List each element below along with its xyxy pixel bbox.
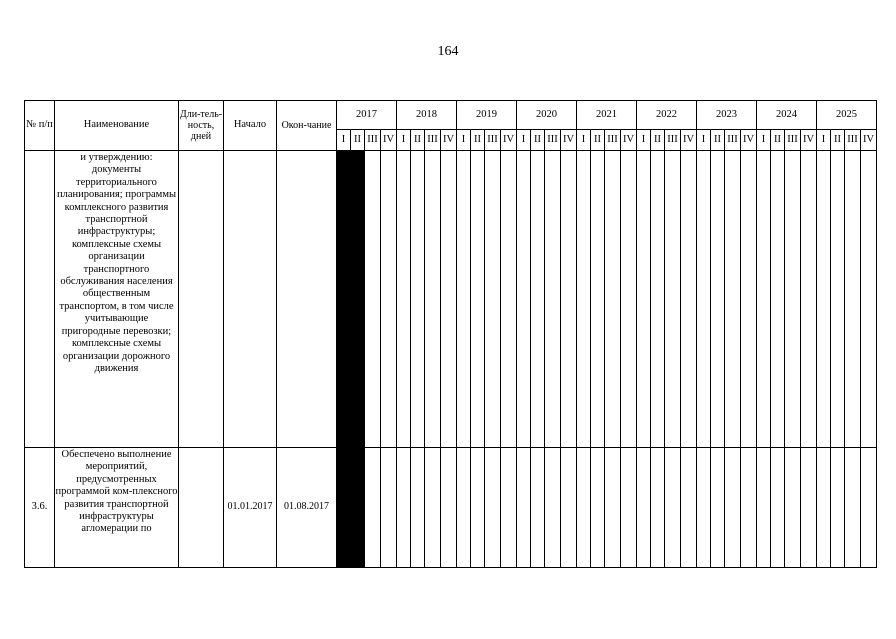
gantt-cell xyxy=(831,151,845,448)
quarter-header: I xyxy=(757,130,771,151)
gantt-cell xyxy=(621,448,637,568)
row-name: Обеспечено выполнение мероприятий, предусмотренных программой ком-плексного развития транспортной инфраструктуры агломерации по xyxy=(55,448,179,568)
quarter-header: I xyxy=(637,130,651,151)
row-num: 3.6. xyxy=(25,448,55,568)
gantt-cell xyxy=(485,448,501,568)
gantt-cell xyxy=(757,151,771,448)
gantt-cell xyxy=(711,448,725,568)
gantt-cell xyxy=(561,448,577,568)
gantt-cell xyxy=(605,151,621,448)
quarter-header: IV xyxy=(681,130,697,151)
row-name: и утверждению: документы территориального планирования; программы комплексного развития транспортной инфраструктуры; комплексные схемы организации транспортного обслуживания населения общественным транспортом, в том числе учитывающие пригородные перевозки; комплексные схемы организации дорожного движения xyxy=(55,151,179,448)
quarter-header: II xyxy=(411,130,425,151)
quarter-header: I xyxy=(397,130,411,151)
quarter-header: IV xyxy=(801,130,817,151)
quarter-header: I xyxy=(517,130,531,151)
gantt-cell xyxy=(457,151,471,448)
gantt-cell xyxy=(365,151,381,448)
year-header: 2025 xyxy=(817,101,877,130)
gantt-cell xyxy=(517,448,531,568)
gantt-cell xyxy=(697,151,711,448)
gantt-cell xyxy=(351,448,365,568)
gantt-cell xyxy=(681,448,697,568)
quarter-header: III xyxy=(545,130,561,151)
gantt-cell xyxy=(425,448,441,568)
gantt-cell xyxy=(397,151,411,448)
quarter-header: II xyxy=(471,130,485,151)
quarter-header: IV xyxy=(621,130,637,151)
gantt-cell xyxy=(785,151,801,448)
gantt-cell xyxy=(711,151,725,448)
gantt-cell xyxy=(577,448,591,568)
gantt-cell xyxy=(651,448,665,568)
quarter-header: II xyxy=(651,130,665,151)
col-header-end: Окон-чание xyxy=(277,101,337,151)
quarter-header: IV xyxy=(741,130,757,151)
gantt-cell xyxy=(801,151,817,448)
col-header-start: Начало xyxy=(224,101,277,151)
gantt-cell xyxy=(351,151,365,448)
gantt-cell xyxy=(381,448,397,568)
quarter-header: IV xyxy=(381,130,397,151)
gantt-cell xyxy=(861,448,877,568)
row-num xyxy=(25,151,55,448)
gantt-cell xyxy=(817,448,831,568)
gantt-cell xyxy=(531,151,545,448)
gantt-cell xyxy=(397,448,411,568)
row-end-date xyxy=(277,151,337,448)
quarter-header: III xyxy=(425,130,441,151)
gantt-cell xyxy=(725,151,741,448)
gantt-cell xyxy=(501,151,517,448)
gantt-cell xyxy=(785,448,801,568)
gantt-cell xyxy=(471,448,485,568)
gantt-cell xyxy=(457,448,471,568)
quarter-header: I xyxy=(697,130,711,151)
gantt-cell xyxy=(845,448,861,568)
gantt-cell xyxy=(591,448,605,568)
quarter-header: I xyxy=(817,130,831,151)
year-header: 2018 xyxy=(397,101,457,130)
gantt-cell xyxy=(531,448,545,568)
year-header: 2019 xyxy=(457,101,517,130)
quarter-header: II xyxy=(831,130,845,151)
gantt-cell xyxy=(817,151,831,448)
gantt-cell xyxy=(485,151,501,448)
gantt-cell xyxy=(471,151,485,448)
year-header: 2023 xyxy=(697,101,757,130)
gantt-cell xyxy=(697,448,711,568)
gantt-cell xyxy=(637,151,651,448)
quarter-header: II xyxy=(771,130,785,151)
gantt-cell xyxy=(801,448,817,568)
quarter-header: I xyxy=(337,130,351,151)
year-header: 2021 xyxy=(577,101,637,130)
quarter-header: III xyxy=(605,130,621,151)
quarter-header: III xyxy=(725,130,741,151)
quarter-header: IV xyxy=(561,130,577,151)
gantt-cell xyxy=(831,448,845,568)
gantt-cell xyxy=(441,448,457,568)
gantt-cell xyxy=(741,448,757,568)
year-header: 2020 xyxy=(517,101,577,130)
gantt-cell xyxy=(845,151,861,448)
quarter-header: II xyxy=(711,130,725,151)
year-header: 2024 xyxy=(757,101,817,130)
row-end-date: 01.08.2017 xyxy=(277,448,337,568)
gantt-cell xyxy=(637,448,651,568)
quarter-header: II xyxy=(591,130,605,151)
table-row xyxy=(25,151,877,448)
gantt-cell xyxy=(517,151,531,448)
col-header-duration: Дли-тель-ность, дней xyxy=(179,101,224,151)
gantt-cell xyxy=(741,151,757,448)
page-number: 164 xyxy=(437,44,459,59)
gantt-cell xyxy=(757,448,771,568)
quarter-header: III xyxy=(845,130,861,151)
gantt-cell xyxy=(665,151,681,448)
gantt-cell xyxy=(591,151,605,448)
gantt-cell xyxy=(441,151,457,448)
gantt-cell xyxy=(861,151,877,448)
gantt-cell xyxy=(501,448,517,568)
row-start-date xyxy=(224,151,277,448)
gantt-cell xyxy=(605,448,621,568)
gantt-cell xyxy=(681,151,697,448)
quarter-header: III xyxy=(665,130,681,151)
col-header-num: № п/п xyxy=(25,101,55,151)
gantt-cell xyxy=(337,448,351,568)
gantt-cell xyxy=(771,448,785,568)
gantt-cell xyxy=(545,448,561,568)
quarter-header: III xyxy=(365,130,381,151)
quarter-header: III xyxy=(485,130,501,151)
gantt-cell xyxy=(365,448,381,568)
gantt-cell xyxy=(577,151,591,448)
gantt-cell xyxy=(561,151,577,448)
row-duration xyxy=(179,151,224,448)
quarter-header: II xyxy=(531,130,545,151)
gantt-cell xyxy=(621,151,637,448)
row-duration xyxy=(179,448,224,568)
quarter-header: IV xyxy=(861,130,877,151)
quarter-header: I xyxy=(457,130,471,151)
gantt-cell xyxy=(411,448,425,568)
gantt-cell xyxy=(411,151,425,448)
quarter-header: II xyxy=(351,130,365,151)
quarter-header: IV xyxy=(441,130,457,151)
table-row xyxy=(25,448,877,568)
gantt-cell xyxy=(381,151,397,448)
gantt-cell xyxy=(771,151,785,448)
gantt-cell xyxy=(725,448,741,568)
col-header-name: Наименование xyxy=(55,101,179,151)
gantt-cell xyxy=(425,151,441,448)
gantt-cell xyxy=(337,151,351,448)
quarter-header: I xyxy=(577,130,591,151)
quarter-header: IV xyxy=(501,130,517,151)
row-start-date: 01.01.2017 xyxy=(224,448,277,568)
year-header: 2017 xyxy=(337,101,397,130)
gantt-cell xyxy=(545,151,561,448)
gantt-table xyxy=(24,100,877,568)
quarter-header: III xyxy=(785,130,801,151)
gantt-cell xyxy=(665,448,681,568)
year-header: 2022 xyxy=(637,101,697,130)
gantt-cell xyxy=(651,151,665,448)
